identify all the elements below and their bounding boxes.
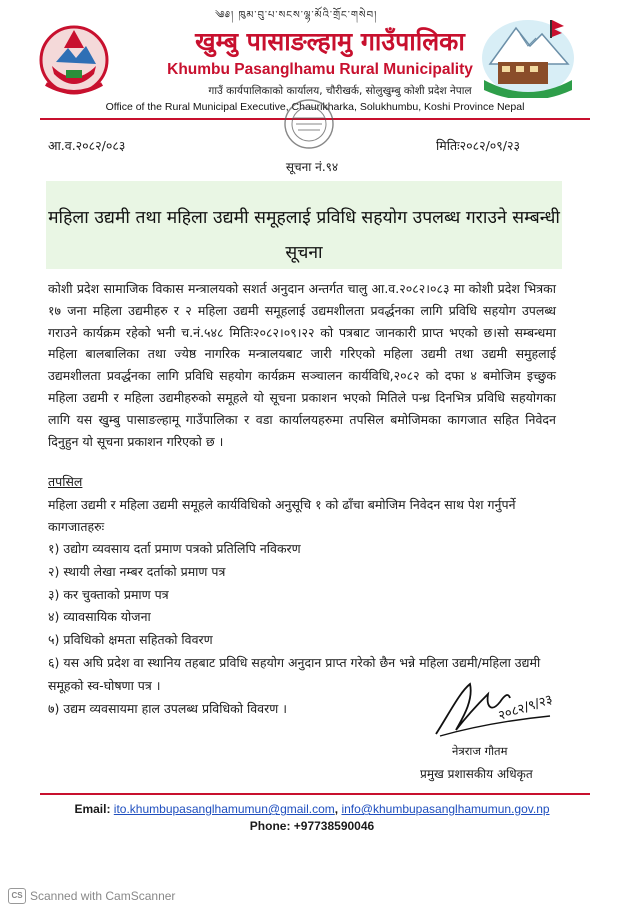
signature-date: २०८२/९/२३ xyxy=(496,692,555,724)
address-nepali: गाउँ कार्यपालिकाको कार्यालय, चौरीखर्क, सोलुखुम्बु कोशी प्रदेश नेपाल xyxy=(208,85,472,97)
tibetan-script-line: ༄༅། ཁུམ་བུ་པ་སངས་ལྷ་མོའི་གྲོང་གསེབ། xyxy=(215,10,378,21)
nepal-emblem-icon xyxy=(36,18,112,100)
notice-date: मितिः२०८२/०९/२३ xyxy=(436,138,521,153)
email-separator: , xyxy=(334,802,339,816)
list-item: ५) प्रविधिको क्षमता सहितको विवरण xyxy=(48,632,213,648)
signatory-name: नेत्रराज गौतम xyxy=(452,744,508,758)
phone-number: Phone: +97738590046 xyxy=(249,819,375,833)
office-stamp-icon xyxy=(264,92,354,152)
handwritten-signature xyxy=(430,672,560,742)
notice-subject xyxy=(46,201,562,271)
subject-line-2: सूचना xyxy=(285,243,323,263)
list-item: ६) यस अघि प्रदेश वा स्थानिय तहबाट प्रविधि सहयोग अनुदान प्राप्त गरेको छैन भन्ने महिला उद्यमी/महिला उद्यमी समूहको स्व-घोषणा पत्र । xyxy=(48,654,541,693)
notice-body: कोशी प्रदेश सामाजिक विकास मन्त्रालयको सशर्त अनुदान अन्तर्गत चालु आ.व.२०८२।०८३ मा कोशी प्रदेश भित्रका १७ जना महिला उद्यमीहरु र २ महिला उद्यमी समूहलाई उद्यमशीलता प्रवर्द्धनका लागि प्रविधि सहयोग उपलब्ध गराउने कार्यक्रम रहेको भनी च.नं.५४८ मितिः२०८२।०९।२२ को पत्रबाट जानकारी प्राप्त भएको छ।सो सम्बन्धमा महिला बालबालिका तथा ज्येष्ठ नागरिक मन्त्रालयबाट जारी गरिएको महिला उद्यमी तथा उद्यमी समुहलाई उद्यमशीलता प्रवर्द्धनका लागि प्रविधि सहयोग कार्यक्रम सञ्चालन कार्यविधि,२०८२ को दफा ४ बमोजिम इच्छुक महिला उद्यमी र महिला उद्यमीहरुको समूहले यो सूचना प्रकाशन भएको मितिले पन्ध्र दिनभित्र प्रविधि सहयोगका लागि यस खुम्बु पासाङल्हामू गाउँपालिका र वडा कार्यालयहरुमा तपसिल बमोजिमका कागजात सहित निवेदन दिनुहुन यो सूचना प्रकाशन गरिएको छ । xyxy=(48,281,556,449)
address-english: Office of the Rural Municipal Executive, Chaurikharka, Solukhumbu, Koshi Province Nepal xyxy=(105,101,525,113)
email-label: Email: xyxy=(74,802,111,816)
email-link-2[interactable]: info@khumbupasanglhamumun.gov.np xyxy=(341,802,550,816)
subject-line-1: महिला उद्यमी तथा महिला उद्यमी समूहलाई प्रविधि सहयोग उपलब्ध गराउने सम्बन्धी xyxy=(48,208,560,228)
list-item: १) उद्योग व्यवसाय दर्ता प्रमाण पत्रको प्रतिलिपि नविकरण xyxy=(48,541,301,556)
contact-info xyxy=(0,801,624,835)
list-item: ७) उद्यम व्यवसायमा हाल उपलब्ध प्रविधिको विवरण । xyxy=(48,700,287,716)
details-heading: तपसिल xyxy=(48,474,83,489)
email-link-1[interactable]: ito.khumbupasanglhamumun@gmail.com xyxy=(113,802,335,816)
notice-number: सूचना नं.९४ xyxy=(285,160,339,174)
list-item: ३) कर चुक्ताको प्रमाण पत्र xyxy=(48,586,169,602)
reference-number: आ.व.२०८२/०८३ xyxy=(48,138,126,153)
signatory-title: प्रमुख प्रशासकीय अधिकृत xyxy=(420,767,533,781)
municipality-title-nepali: खुम्बु पासाङल्हामु गाउँपालिका xyxy=(195,27,465,56)
details-intro: महिला उद्यमी र महिला उद्यमी समूहले कार्यविधिको अनुसूचि १ को ढाँचा बमोजिम निवेदन साथ पेश गर्नुपर्ने कागजातहरुः xyxy=(48,497,516,534)
scanner-watermark-text: Scanned with CamScanner xyxy=(30,889,176,903)
scanner-watermark xyxy=(8,888,175,904)
list-item: ४) व्यावसायिक योजना xyxy=(48,609,151,625)
footer-divider xyxy=(40,793,590,795)
list-item: २) स्थायी लेखा नम्बर दर्ताको प्रमाण पत्र xyxy=(48,563,226,579)
camscanner-icon: CS xyxy=(8,888,26,904)
municipality-title-english: Khumbu Pasanglhamu Rural Municipality xyxy=(167,61,473,78)
